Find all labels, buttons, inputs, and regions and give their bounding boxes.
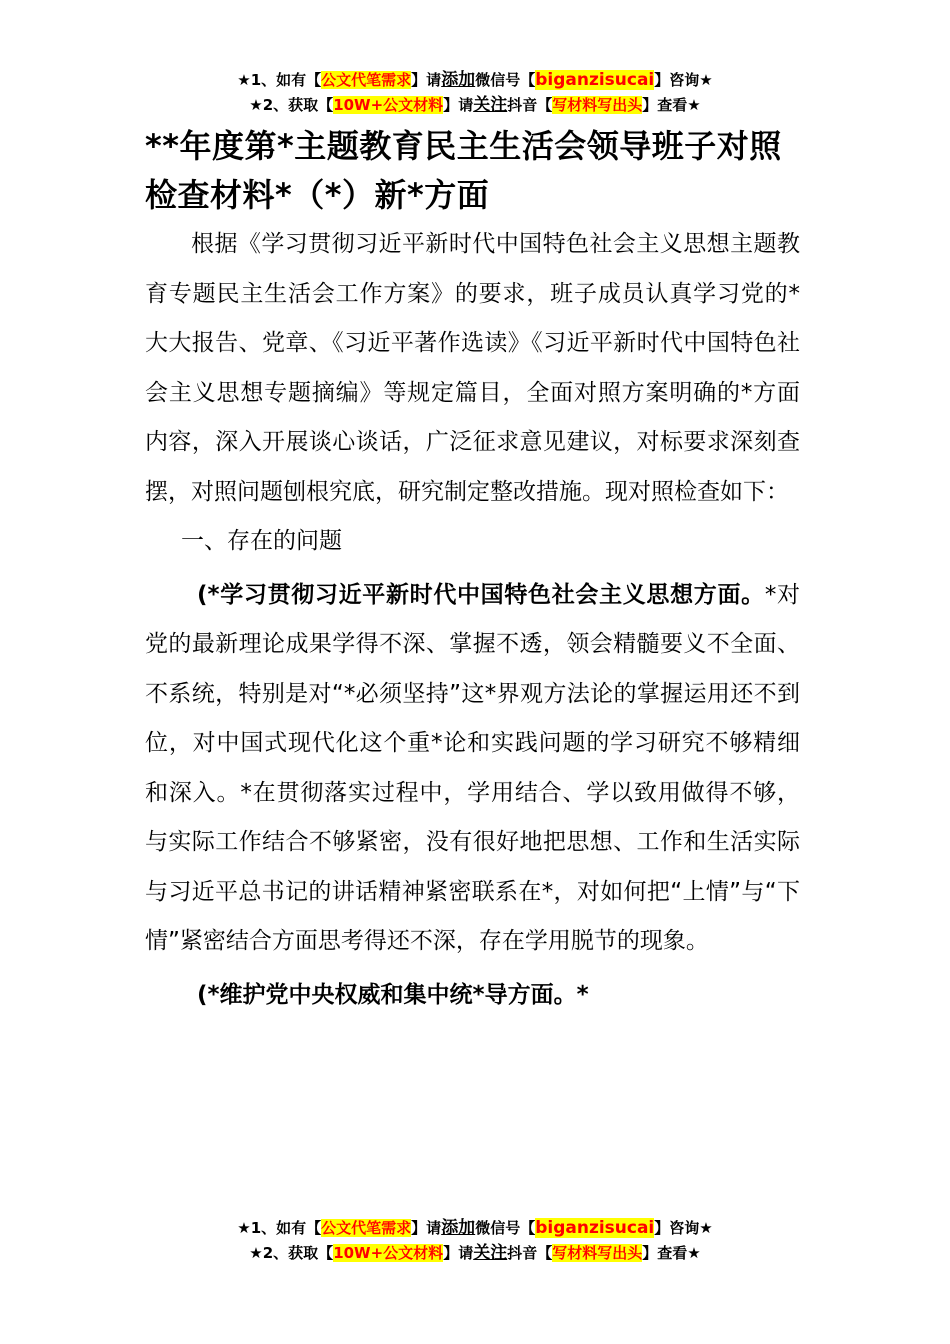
problem-item-1-heading: (*学习贯彻习近平新时代中国特色社会主义思想方面。 bbox=[197, 581, 765, 608]
highlight-service: 公文代笔需求 bbox=[321, 71, 412, 89]
banner-line-1: ★1、如有【公文代笔需求】请添加微信号【biganzisucai】咨询★ bbox=[237, 70, 713, 90]
highlight-douyin: 写材料写出头 bbox=[552, 1244, 643, 1262]
problem-item-1-body: *对党的最新理论成果学得不深、掌握不透，领会精髓要义不全面、不系统，特别是对“*必须坚持”这*界观方法论的掌握运用还不到位，对中国式现代化这个重*论和实践问题的学习研究不够精细和深入。*在贯彻落实过程中，学用结合、学以致用做得不够，与实际工作结合不够紧密，没有很好地把思想、工作和生活实际与习近平总书记的讲话精神紧密联系在*，对如何把“上情”与“下情”紧密结合方面思考得还不深，存在学用脱节的现象。 bbox=[145, 581, 801, 954]
highlight-materials: 10W+公文材料 bbox=[333, 96, 444, 114]
footer-banner bbox=[0, 1216, 950, 1266]
banner-line-2: ★2、获取【10W+公文材料】请关注抖音【写材料写出头】查看★ bbox=[249, 95, 701, 115]
document-title: **年度第*主题教育民主生活会领导班子对照检查材料*（*）新*方面 bbox=[145, 127, 782, 214]
highlight-service: 公文代笔需求 bbox=[321, 1219, 412, 1237]
highlight-materials: 10W+公文材料 bbox=[333, 1244, 444, 1262]
highlight-wechat-id: biganzisucai bbox=[535, 70, 655, 90]
problem-item-2-heading: (*维护党中央权威和集中统*导方面。* bbox=[197, 981, 589, 1008]
intro-paragraph: 根据《学习贯彻习近平新时代中国特色社会主义思想主题教育专题民主生活会工作方案》的要求，班子成员认真学习党的*大大报告、党章、《习近平著作选读》《习近平新时代中国特色社会主义思想专题摘编》等规定篇目，全面对照方案明确的*方面内容，深入开展谈心谈话，广泛征求意见建议，对标要求深刻查摆，对照问题刨根究底，研究制定整改措施。现对照检查如下： bbox=[145, 231, 800, 505]
highlight-douyin: 写材料写出头 bbox=[552, 96, 643, 114]
banner-line-2: ★2、获取【10W+公文材料】请关注抖音【写材料写出头】查看★ bbox=[249, 1243, 701, 1263]
header-banner bbox=[0, 68, 950, 118]
section-heading-problems: 一、存在的问题 bbox=[181, 528, 342, 554]
highlight-wechat-id: biganzisucai bbox=[535, 1218, 655, 1238]
banner-line-1: ★1、如有【公文代笔需求】请添加微信号【biganzisucai】咨询★ bbox=[237, 1218, 713, 1238]
problem-item-1 bbox=[145, 571, 800, 967]
document-body bbox=[145, 122, 800, 1020]
